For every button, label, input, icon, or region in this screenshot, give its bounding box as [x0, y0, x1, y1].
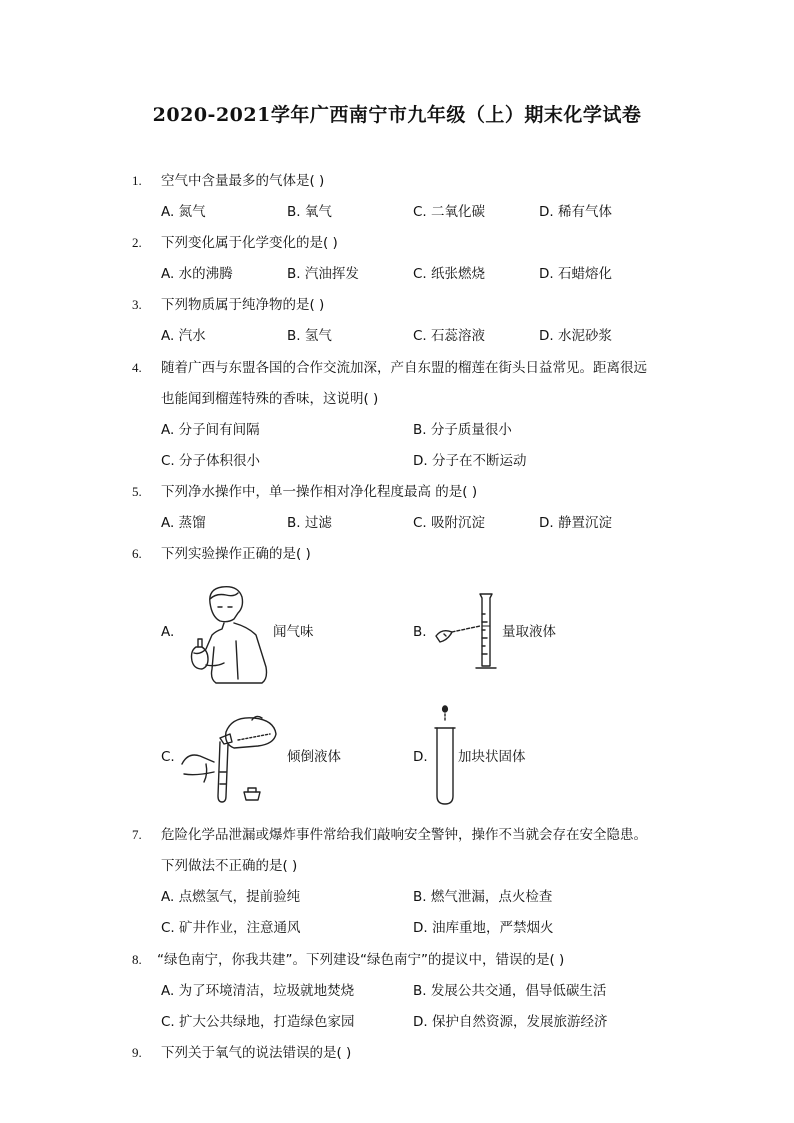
question-stem-line1: 危险化学品泄漏或爆炸事件常给我们敲响安全警钟，操作不当就会存在安全隐患。	[161, 827, 647, 843]
option-b: B. 发展公共交通，倡导低碳生活	[413, 983, 607, 999]
question-number: 2.	[132, 235, 142, 250]
question-stem: 下列关于氧气的说法错误的是( )	[161, 1045, 352, 1061]
page-title: 2020-2021学年广西南宁市九年级（上）期末化学试卷	[152, 104, 642, 126]
option-c: C. 分子体积很小	[161, 453, 261, 469]
option-d: D. 水泥砂浆	[539, 328, 612, 344]
option-d: D. 油库重地，严禁烟火	[413, 920, 554, 936]
option-d: D. 稀有气体	[539, 204, 612, 220]
option-c: C. 纸张燃烧	[413, 266, 486, 282]
question-stem: 下列物质属于纯净物的是( )	[161, 297, 325, 313]
option-a: A. 水的沸腾	[161, 266, 233, 282]
option-b: B. 过滤	[287, 515, 332, 531]
option-d-caption: 加块状固体	[458, 749, 526, 765]
option-b: B. 燃气泄漏，点火检查	[413, 889, 553, 905]
option-c-caption: 倾倒液体	[287, 749, 341, 765]
option-a: A. 点燃氢气，提前验纯	[161, 889, 301, 905]
option-a: A. 分子间有间隔	[161, 422, 260, 438]
option-a: A. 氮气	[161, 204, 206, 220]
option-b-caption: 量取液体	[502, 624, 556, 640]
option-c-letter: C.	[161, 749, 175, 765]
question-stem: 下列变化属于化学变化的是( )	[161, 235, 338, 251]
question-stem-line1: 随着广西与东盟各国的合作交流加深，产自东盟的榴莲在街头日益常见。距离很远	[161, 360, 647, 376]
question-number: 6.	[132, 546, 142, 561]
question-number: 8.	[132, 952, 142, 967]
option-a: A. 为了环境清洁，垃圾就地焚烧	[161, 983, 355, 999]
question-number: 4.	[132, 360, 142, 375]
option-b: B. 汽油挥发	[287, 266, 359, 282]
question-stem: 下列实验操作正确的是( )	[161, 546, 311, 562]
option-a: A. 汽水	[161, 328, 206, 344]
option-c: C. 矿井作业，注意通风	[161, 920, 301, 936]
option-d: D. 静置沉淀	[539, 515, 612, 531]
option-a-caption: 闻气味	[273, 624, 314, 640]
question-number: 1.	[132, 173, 142, 188]
graduated-cylinder-figure	[430, 590, 502, 676]
question-number: 9.	[132, 1045, 142, 1060]
option-d: D. 分子在不断运动	[413, 453, 527, 469]
test-tube-figure	[432, 704, 458, 808]
option-b-letter: B.	[413, 624, 427, 640]
question-stem: “绿色南宁，你我共建”。下列建设“绿色南宁”的提议中，错误的是( )	[157, 952, 565, 968]
option-d: D. 保护自然资源，发展旅游经济	[413, 1014, 608, 1030]
option-b: B. 分子质量很小	[413, 422, 512, 438]
option-b: B. 氢气	[287, 328, 332, 344]
question-stem-line2: 下列做法不正确的是( )	[161, 858, 298, 874]
option-a: A. 蒸馏	[161, 515, 206, 531]
option-c: C. 石蕊溶液	[413, 328, 486, 344]
option-d-letter: D.	[413, 749, 428, 765]
option-c: C. 吸附沉淀	[413, 515, 486, 531]
question-number: 7.	[132, 827, 142, 842]
question-stem: 空气中含量最多的气体是( )	[161, 173, 325, 189]
option-c: C. 扩大公共绿地，打造绿色家园	[161, 1014, 355, 1030]
question-stem-line2: 也能闻到榴莲特殊的香味，这说明( )	[161, 391, 379, 407]
question-stem: 下列净水操作中，单一操作相对净化程度最高 的是( )	[161, 484, 478, 500]
question-number: 3.	[132, 297, 142, 312]
smelling-gas-figure	[176, 583, 272, 687]
option-a-letter: A.	[161, 624, 175, 640]
option-d: D. 石蜡熔化	[539, 266, 612, 282]
question-number: 5.	[132, 484, 142, 499]
pouring-liquid-figure	[178, 712, 286, 804]
option-b: B. 氧气	[287, 204, 332, 220]
option-c: C. 二氧化碳	[413, 204, 486, 220]
